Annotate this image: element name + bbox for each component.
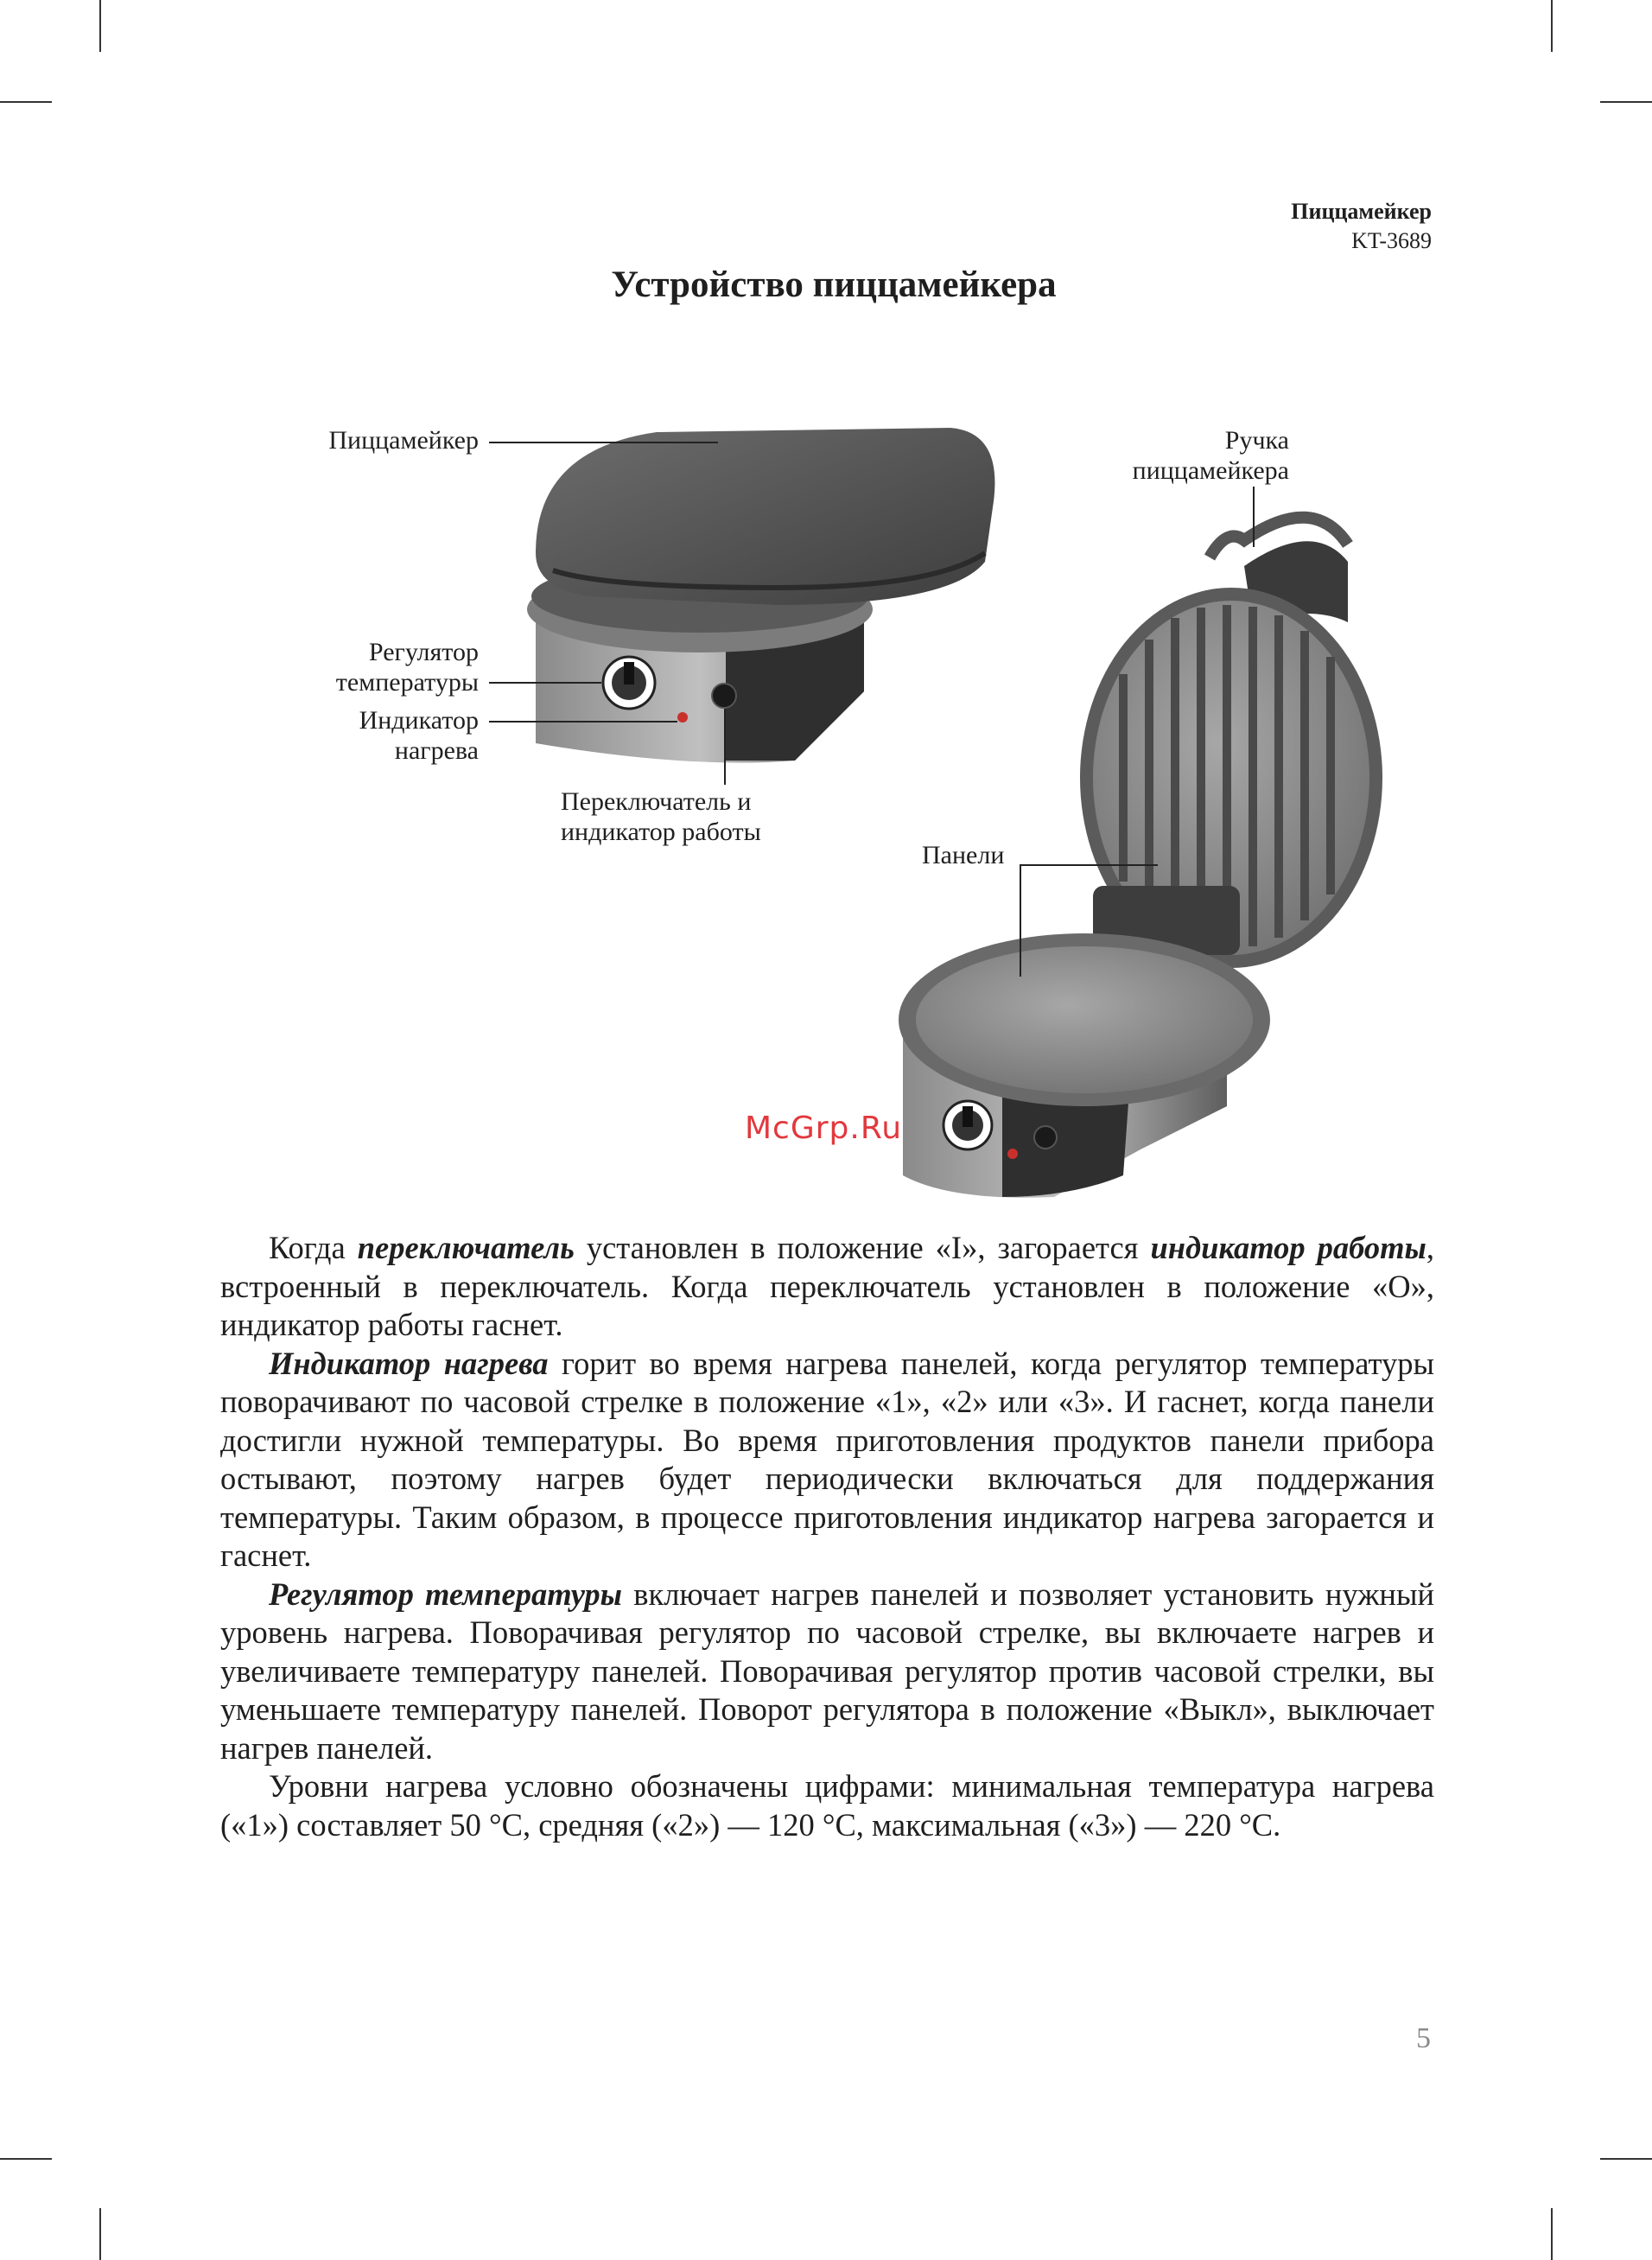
leader-line: [489, 682, 601, 684]
label-heat-indicator-line2: нагрева: [394, 736, 479, 765]
leader-line: [489, 721, 677, 723]
watermark: McGrp.Ru: [745, 1111, 903, 1146]
label-switch-line1: Переключатель и: [561, 787, 752, 816]
label-handle-line2: пиццамейкера: [1132, 456, 1289, 485]
label-heat-indicator: [259, 705, 479, 766]
paragraph-heat-levels: Уровни нагрева условно обозначены цифрами: минимальная температура нагрева («1») составляет 50 °С, средняя («2») — 120 °С, максимальная («3») — 220 °С.: [220, 1768, 1434, 1843]
page-title: Устройство пиццамейкера: [611, 264, 1057, 305]
leader-line: [489, 442, 718, 443]
crop-mark: [1551, 2208, 1553, 2260]
page-number: 5: [1416, 2022, 1431, 2054]
label-handle-line1: Ручка: [1224, 426, 1289, 455]
label-thermostat: [259, 637, 479, 697]
label-panels: [922, 840, 1004, 870]
label-switch-line2: индикатор работы: [561, 818, 761, 846]
term-heat-indicator: Индикатор нагрева: [269, 1345, 549, 1381]
label-thermostat-line1: Регулятор: [368, 638, 479, 666]
header-model: KT-3689: [1351, 228, 1432, 253]
label-handle: [1037, 425, 1289, 486]
leader-line: [1253, 487, 1255, 547]
leader-line: [1020, 864, 1021, 977]
label-switch: [561, 786, 761, 847]
header-product: Пиццамейкер: [1291, 199, 1432, 224]
paragraph-heat-indicator: Индикатор нагрева горит во время нагрева панелей, когда регулятор температуры поворачивают по часовой стрелке в положение «1», «2» или «3». И гаснет, когда панели достигли нужной температуры. Во время приготовления продуктов панели прибора остывают, поэтому нагрев будет периодически включаться для поддержания температуры. Таким образом, в процессе приготовления индикатор нагрева загорается и гаснет.: [220, 1345, 1434, 1573]
body-text: [220, 1229, 1434, 1844]
term-thermostat: Регулятор температуры: [269, 1576, 623, 1612]
label-pizzamaker: [259, 425, 479, 455]
crop-mark: [0, 2158, 52, 2160]
term-power-indicator: индикатор работы: [1150, 1230, 1426, 1265]
closed-pizzamaker: [527, 428, 994, 763]
crop-mark: [99, 2208, 101, 2260]
label-pizzamaker-text: Пиццамейкер: [328, 426, 479, 455]
label-panels-text: Панели: [922, 841, 1005, 869]
crop-mark: [1600, 2158, 1652, 2160]
leader-line: [1020, 864, 1158, 866]
leader-line: [724, 709, 726, 785]
paragraph-thermostat: Регулятор температуры включает нагрев панелей и позволяет установить нужный уровень нагрева. Поворачивая регулятор по часовой стрелке, вы включаете нагрев и увеличиваете температуру панелей. Поворачивая регулятор против часовой стрелки, вы уменьшаете температуру панелей. Поворот регулятора в положение «Выкл», выключает нагрев панелей.: [220, 1576, 1434, 1766]
paragraph-switch: Когда переключатель установлен в положение «I», загорается индикатор работы, встроенный в переключатель. Когда переключатель установлен в положение «O», индикатор работы гаснет.: [220, 1230, 1435, 1342]
term-switch: переключатель: [357, 1230, 575, 1265]
label-heat-indicator-line1: Индикатор: [359, 706, 479, 735]
label-thermostat-line2: температуры: [335, 668, 479, 697]
